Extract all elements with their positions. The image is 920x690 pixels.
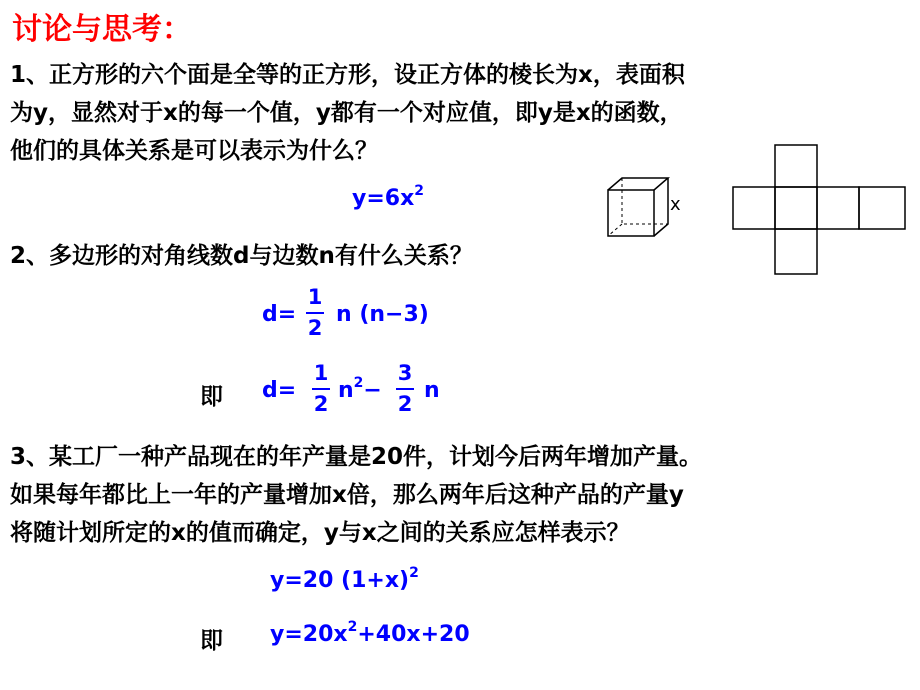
q2-line1: 2、多边形的对角线数d与边数n有什么关系？: [10, 243, 473, 269]
q2-f2-numerator-1: 1: [313, 361, 329, 385]
q2-f2-denominator-1: 2: [313, 392, 329, 416]
q2-f1-numerator: 1: [307, 285, 323, 309]
q2-f2-middle-exp: 2: [353, 375, 364, 391]
q3-formula-1-exp: 2: [409, 565, 419, 581]
q3-formula-1: [270, 565, 419, 593]
q3-line1: 3、某工厂一种产品现在的年产量是20件，计划今后两年增加产量。: [10, 444, 703, 470]
q3-line2: 如果每年都比上一年的产量增加x倍，那么两年后这种产品的产量y: [10, 482, 684, 508]
q1-line2: 为y，显然对于x的每一个值，y都有一个对应值，即y是x的函数，: [10, 100, 683, 126]
q2-f2-ji: 即: [200, 384, 223, 410]
q3-formula-2-exp: 2: [347, 619, 358, 635]
page-title: 讨论与思考：: [12, 12, 192, 47]
q3-f2-ji: 即: [200, 628, 223, 654]
q2-f2-numerator-2: 3: [397, 361, 413, 385]
cube-edge-label: x: [670, 194, 681, 215]
q1-formula-base: y=6x: [352, 186, 415, 211]
q2-f2-middle-base: n: [338, 378, 354, 403]
q2-f1-prefix: d=: [262, 302, 297, 327]
q3-formula-2-b: +40x+20: [357, 622, 470, 647]
q2-f2-prefix: d=: [262, 378, 297, 403]
q3-line3: 将随计划所定的x的值而确定，y与x之间的关系应怎样表示？: [10, 520, 630, 546]
q2-f2-fraction-bar-1: [312, 388, 330, 390]
q2-f1-denominator: 2: [307, 316, 323, 340]
q1-line1: 1、正方形的六个面是全等的正方形，设正方体的棱长为x，表面积: [10, 62, 685, 88]
q2-f2-minus: −: [363, 378, 382, 403]
q3-formula-2-a: y=20x: [270, 622, 348, 647]
cube-net-icon: [730, 140, 910, 280]
cube-icon: [600, 170, 680, 250]
q1-formula: [352, 183, 425, 211]
q2-f1-suffix: n (n−3): [336, 302, 429, 327]
q2-f2-middle: [338, 375, 382, 403]
q2-f1-fraction-bar: [306, 312, 324, 314]
q3-formula-1-base: y=20 (1+x): [270, 568, 410, 593]
q2-f2-fraction-bar-2: [396, 388, 414, 390]
q2-f2-suffix: n: [424, 378, 440, 403]
q1-line3: 他们的具体关系是可以表示为什么？: [10, 138, 378, 164]
q1-formula-exp: 2: [414, 183, 425, 199]
q3-formula-2: [270, 619, 470, 647]
q2-f2-denominator-2: 2: [397, 392, 413, 416]
